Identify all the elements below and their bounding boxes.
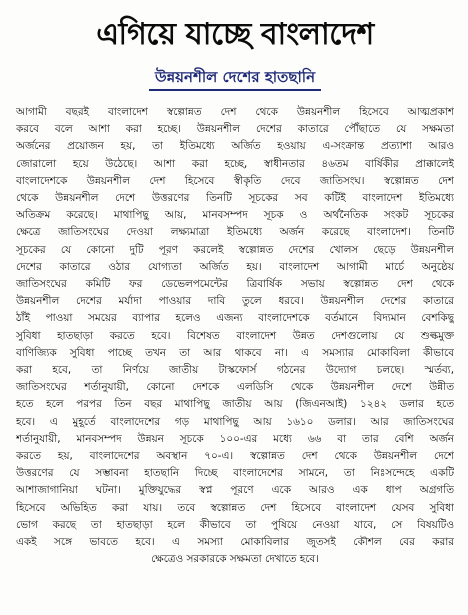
article-line: ভোগ করছে তা হাতছাড়া হলে কীভাবে তা পুষিয়ে নেওয়া যাবে, সে বিষয়টিও (16, 518, 454, 531)
article-line: উন্নয়নশীল দেশের মর্যাদা পাওয়ার দাবি তুলে ধরবে। উন্নয়নশীল দেশের কাতারে (16, 295, 454, 308)
article-line: জাতিসংঘের শর্তানুযায়ী, কোনো দেশকে এলডিসি থেকে উন্নয়নশীল দেশে উন্নীত (16, 381, 454, 394)
article-line: আশাজাগানিয়া ঘটনা। মুক্তিযুদ্ধের স্বপ্ন পূরণে একে আরও এক ধাপ অগ্রগতি (16, 484, 454, 497)
article-line: শর্তানুযায়ী, মানবসম্পদ উন্নয়ন সূচকে ১০০-এর মধ্যে ৬৬ বা তার বেশি অর্জন (16, 432, 454, 445)
article-line: ক্ষেত্রেও সরকারকে সক্ষমতা দেখাতে হবে। (151, 553, 319, 566)
article-body (16, 104, 454, 568)
article-line: সূচকের যে কোনো দুটি পূরণ করলেই স্বল্পোন্নত দেশের খোলস ছেড়ে উন্নয়নশীল (16, 243, 454, 256)
article-line: করা হবে, তা নির্ণয়ে জাতীয় টাস্কফোর্স গঠনের উদ্যোগ চলছে। স্মর্তব্য, (16, 364, 454, 377)
article-line: সুবিধা হাতছাড়া করতে হবে। বিশেষত বাংলাদেশ উন্নত দেশগুলোয় যে শুল্কমুক্ত (16, 329, 454, 342)
article-line: উত্তরণের যে সম্ভাবনা হাতছানি দিচ্ছে বাংলাদেশের সামনে, তা নিঃসন্দেহে একটি (16, 467, 454, 480)
subheadline: উন্নয়নশীল দেশের হাতছানি (149, 66, 321, 91)
article-line: দেশের কাতারে ওঠার যোগ্যতা অর্জিত হয়। বাংলাদেশ আগামী মার্চে অনুষ্ঠেয় (16, 260, 454, 273)
article-line: অর্জনের প্রয়োজন হয়, তা ইতিমধ্যে অর্জিত হওয়ায় এ-সংক্রান্ত প্রত্যাশা আরও (16, 140, 454, 153)
article-line: হতে হলে পরপর তিন বছর মাথাপিছু জাতীয় আয় (জিএনআই) ১২৪২ ডলার হতে (16, 398, 454, 411)
article-line: অতিক্রম করেছে। মাথাপিছু আয়, মানবসম্পদ সূচক ও অর্থনৈতিক সংকট সূচকের (16, 209, 454, 222)
subheadline-wrap (16, 66, 454, 92)
article-line: হবে। এ মুহূর্তে বাংলাদেশের গড় মাথাপিছু আয় ১৬১০ ডলার। আর জাতিসংঘের (16, 415, 454, 428)
headline: এগিয়ে যাচ্ছে বাংলাদেশ (96, 17, 374, 52)
article-line: জোরালো হয়ে উঠেছে। আশা করা হচ্ছে, স্বাধীনতার ৪৬তম বার্ষিকীর প্রাক্কালেই (16, 157, 454, 170)
article-line: বাংলাদেশকে উন্নয়নশীল দেশ হিসেবে স্বীকৃতি দেবে জাতিসংঘ। স্বল্পোন্নত দেশ (16, 174, 454, 187)
article-line: জাতিসংঘের কমিটি ফর ডেভেলপমেন্টের ত্রিবার্ষিক সভায় স্বল্পোন্নত দেশ থেকে (16, 278, 454, 291)
article-line: করবে বলে আশা করা হচ্ছে। উন্নয়নশীল দেশের কাতারে পৌঁছাতে যে সক্ষমতা (16, 123, 454, 136)
article-line: ক্ষেত্রে জাতিসংঘের দেওয়া লক্ষ্যমাত্রা ইতিমধ্যে অর্জন করেছে বাংলাদেশ। তিনটি (16, 226, 454, 239)
article-line: বাণিজ্যিক সুবিধা পাচ্ছে তখন তা আর থাকবে না। এ সমস্যার মোকাবিলা কীভাবে (16, 346, 454, 359)
article-line: আগামী বছরই বাংলাদেশ স্বল্পোন্নত দেশ থেকে উন্নয়নশীল হিসেবে আত্মপ্রকাশ (16, 106, 454, 118)
article-line: থেকে উন্নয়নশীল দেশে উত্তরণের তিনটি সূচকের সব কটিই বাংলাদেশ ইতিমধ্যে (16, 192, 454, 205)
article-line: হিসেবে অভিহিত করা যায়। তবে স্বল্পোন্নত দেশ হিসেবে বাংলাদেশ যেসব সুবিধা (16, 501, 454, 514)
article-line: ঠাঁই পাওয়া সময়ের ব্যাপার হলেও এজন্য বাংলাদেশকে বর্তমানে বিদ্যমান বেশকিছু (16, 312, 454, 325)
article-line: করতে হয়, বাংলাদেশের অবস্থান ৭০-এ। স্বল্পোন্নত দেশ থেকে উন্নয়নশীল দেশে (16, 450, 454, 463)
article-line: একই সঙ্গে ভাবতে হবে। এ সমস্যা মোকাবিলার জুতসই কৌশল বের করার (16, 536, 454, 549)
